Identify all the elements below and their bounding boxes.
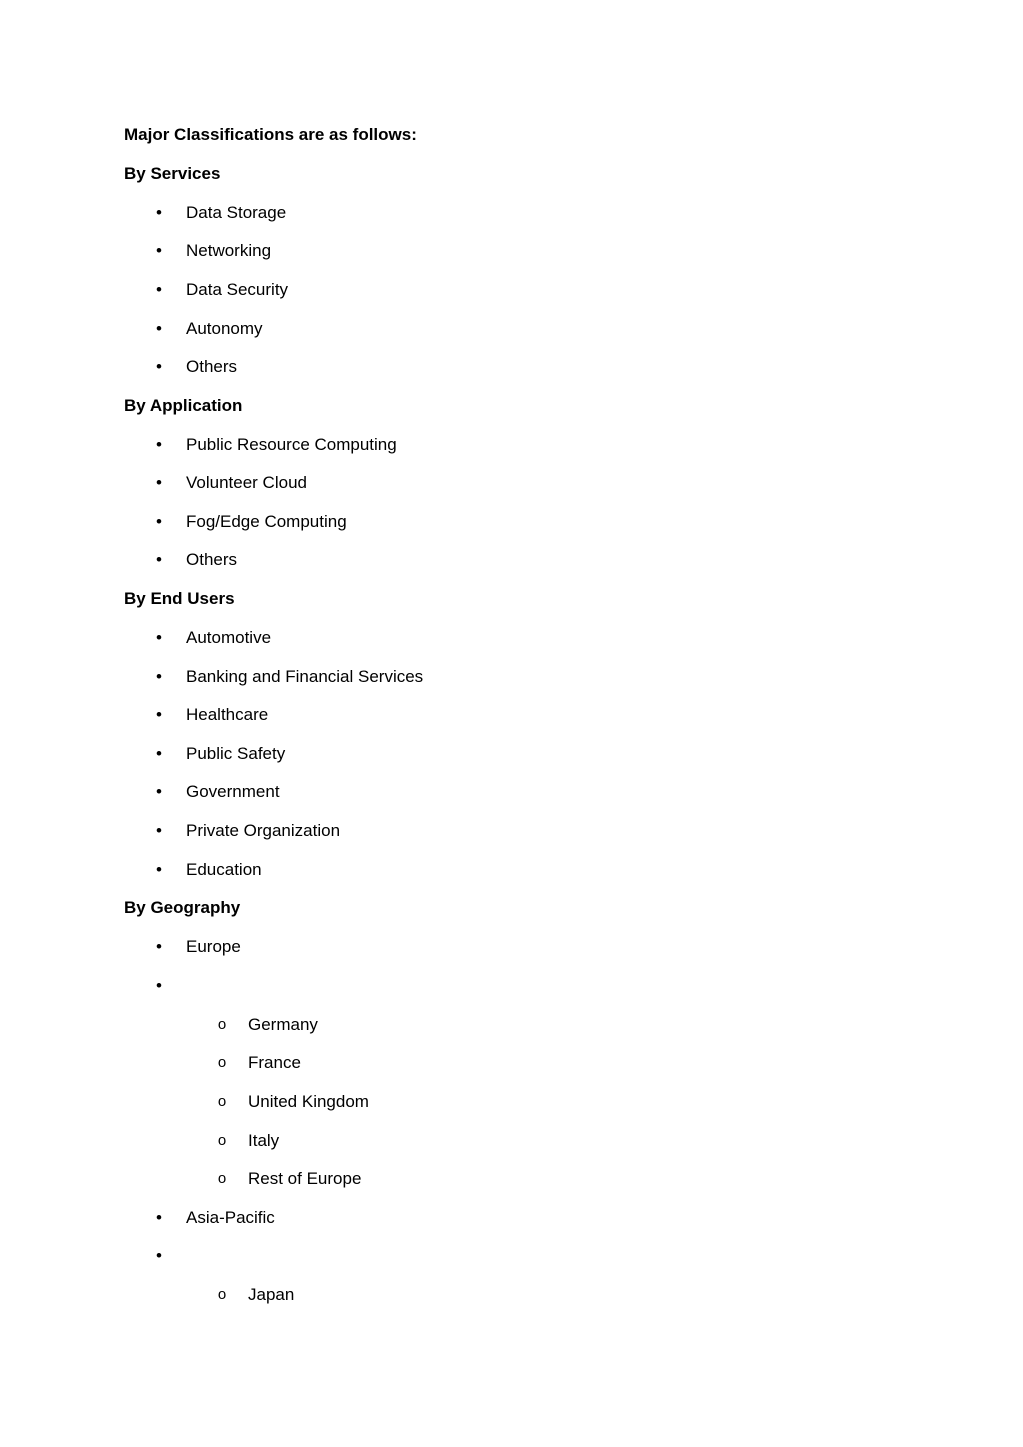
list-item: Public Safety: [186, 744, 286, 763]
sub-bullet-icon: o: [217, 1054, 227, 1071]
list-item: Healthcare: [186, 705, 269, 724]
bullet-icon: •: [156, 280, 162, 299]
bullet-icon: •: [156, 203, 162, 222]
bullet-icon: •: [156, 435, 162, 454]
sub-bullet-icon: o: [217, 1132, 227, 1149]
list-item: Asia-Pacific: [186, 1208, 275, 1227]
bullet-icon: •: [156, 821, 162, 840]
section-heading-end-users: By End Users: [124, 589, 235, 608]
bullet-icon: •: [156, 667, 162, 686]
list-item: Private Organization: [186, 821, 341, 840]
bullet-icon: •: [156, 1208, 162, 1227]
bullet-icon: •: [156, 937, 162, 956]
bullet-icon: •: [156, 512, 162, 531]
list-item: Government: [186, 782, 280, 801]
list-item: Data Security: [186, 280, 289, 299]
sub-list-item: Germany: [248, 1015, 318, 1034]
sub-bullet-icon: o: [217, 1286, 227, 1303]
list-item: Public Resource Computing: [186, 435, 397, 454]
bullet-icon: •: [156, 241, 162, 260]
bullet-icon: •: [156, 473, 162, 492]
list-item: Volunteer Cloud: [186, 473, 307, 492]
sub-list-item: United Kingdom: [248, 1092, 369, 1111]
bullet-icon: •: [156, 1246, 162, 1265]
bullet-icon: •: [156, 357, 162, 376]
bullet-icon: •: [156, 628, 162, 647]
bullet-icon: •: [156, 744, 162, 763]
list-item: Automotive: [186, 628, 272, 647]
sub-bullet-icon: o: [217, 1016, 227, 1033]
section-heading-services: By Services: [124, 164, 221, 183]
section-heading-application: By Application: [124, 396, 243, 415]
list-item: Networking: [186, 241, 272, 260]
bullet-icon: •: [156, 976, 162, 995]
list-item: Education: [186, 860, 262, 879]
bullet-icon: •: [156, 782, 162, 801]
section-heading-geography: By Geography: [124, 898, 241, 917]
list-item: Banking and Financial Services: [186, 667, 424, 686]
list-item: Data Storage: [186, 203, 287, 222]
list-item: Fog/Edge Computing: [186, 512, 347, 531]
list-item: Others: [186, 550, 238, 569]
bullet-icon: •: [156, 860, 162, 879]
sub-list-item: Rest of Europe: [248, 1169, 362, 1188]
bullet-icon: •: [156, 705, 162, 724]
bullet-icon: •: [156, 550, 162, 569]
sub-bullet-icon: o: [217, 1093, 227, 1110]
sub-list-item: France: [248, 1053, 301, 1072]
sub-list-item: Japan: [248, 1285, 295, 1304]
intro-heading: Major Classifications are as follows:: [124, 125, 417, 144]
list-item: Europe: [186, 937, 241, 956]
sub-bullet-icon: o: [217, 1170, 227, 1187]
bullet-icon: •: [156, 319, 162, 338]
sub-list-item: Italy: [248, 1131, 280, 1150]
list-item: Autonomy: [186, 319, 263, 338]
list-item: Others: [186, 357, 238, 376]
